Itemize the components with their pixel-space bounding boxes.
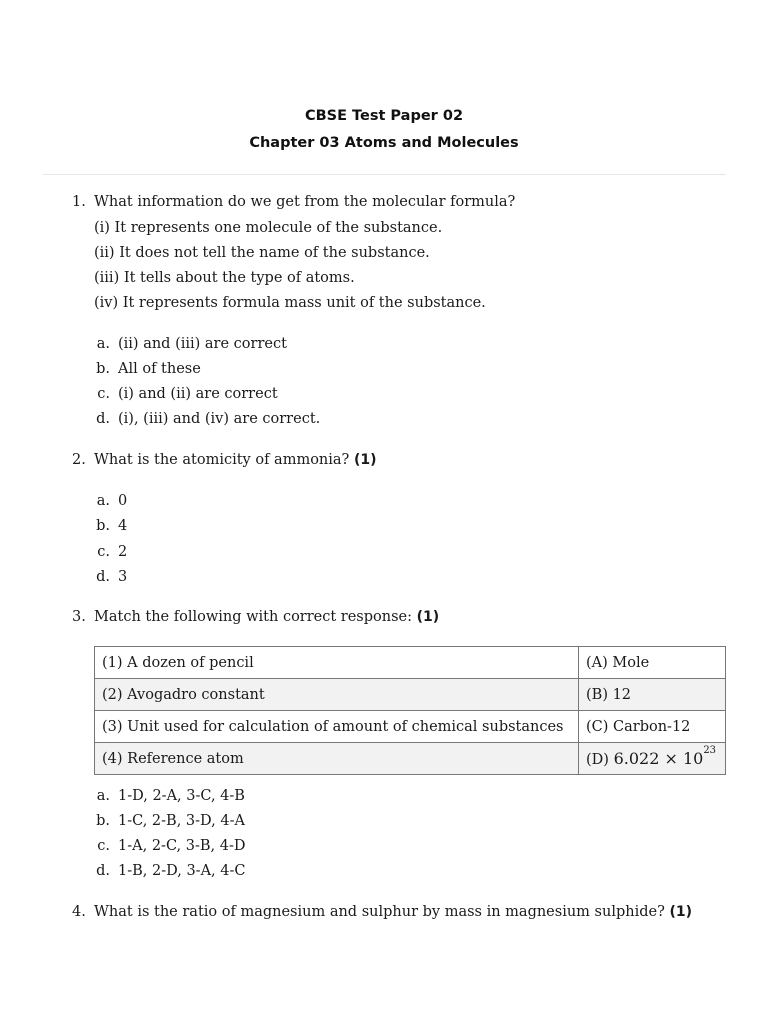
option-text: (i), (iii) and (iv) are correct.: [118, 411, 321, 427]
question-text: Match the following with correct response:: [94, 609, 413, 625]
option-letter: d.: [96, 411, 110, 427]
exponent: 23: [703, 745, 717, 756]
marks-label: (1): [416, 609, 440, 625]
option-letter: a.: [96, 493, 110, 509]
table-cell: (B) 12: [579, 679, 726, 711]
table-cell: (A) Mole: [579, 647, 726, 679]
question-number: 2.: [72, 452, 86, 468]
marks-label: (1): [353, 452, 377, 468]
statement: (iv) It represents formula mass unit of the substance.: [94, 295, 486, 311]
table-cell: [579, 743, 726, 775]
question-text-line: [94, 450, 376, 470]
table-cell: (C) Carbon-12: [579, 711, 726, 743]
table-cell: (2) Avogadro constant: [95, 679, 579, 711]
table-row: [95, 711, 726, 743]
header-divider: [43, 174, 726, 175]
option-text: All of these: [118, 361, 201, 377]
option-text: 1-C, 2-B, 3-D, 4-A: [118, 813, 245, 829]
table-row: [95, 647, 726, 679]
option-text: 2: [118, 544, 128, 560]
cell-prefix: (D): [586, 752, 609, 768]
table-cell: (1) A dozen of pencil: [95, 647, 579, 679]
option-text: 3: [118, 569, 128, 585]
option-text: 1-D, 2-A, 3-C, 4-B: [118, 788, 245, 804]
option-text: 4: [118, 518, 128, 534]
question-text-line: [94, 902, 692, 922]
match-table: [94, 646, 726, 775]
option-text: 0: [118, 493, 128, 509]
statement: (i) It represents one molecule of the substance.: [94, 220, 443, 236]
table-cell: (3) Unit used for calculation of amount of chemical substances: [95, 711, 579, 743]
option-letter: b.: [96, 361, 110, 377]
option-letter: d.: [96, 569, 110, 585]
option-letter: c.: [97, 838, 110, 854]
option-text: (i) and (ii) are correct: [118, 386, 278, 402]
option-letter: c.: [97, 544, 110, 560]
page-title: CBSE Test Paper 02: [304, 108, 464, 124]
avogadro-number: 6.022 × 10: [613, 749, 704, 768]
table-row: [95, 679, 726, 711]
option-letter: b.: [96, 518, 110, 534]
option-letter: a.: [96, 788, 110, 804]
question-text: What information do we get from the molecular formula?: [94, 194, 516, 210]
option-text: (ii) and (iii) are correct: [118, 336, 287, 352]
question-number: 3.: [72, 609, 86, 625]
table-row: [95, 743, 726, 775]
option-letter: c.: [97, 386, 110, 402]
question-text-line: [94, 607, 439, 627]
option-letter: a.: [96, 336, 110, 352]
question-text: What is the ratio of magnesium and sulphur by mass in magnesium sulphide?: [94, 904, 665, 920]
chapter-title: Chapter 03 Atoms and Molecules: [249, 135, 519, 151]
table-cell: (4) Reference atom: [95, 743, 579, 775]
statement: (ii) It does not tell the name of the substance.: [94, 245, 430, 261]
statement: (iii) It tells about the type of atoms.: [94, 270, 355, 286]
option-text: 1-A, 2-C, 3-B, 4-D: [118, 838, 246, 854]
marks-label: (1): [669, 904, 693, 920]
question-number: 4.: [72, 904, 86, 920]
question-number: 1.: [72, 194, 86, 210]
option-text: 1-B, 2-D, 3-A, 4-C: [118, 863, 246, 879]
option-letter: d.: [96, 863, 110, 879]
question-text: What is the atomicity of ammonia?: [94, 452, 350, 468]
option-letter: b.: [96, 813, 110, 829]
